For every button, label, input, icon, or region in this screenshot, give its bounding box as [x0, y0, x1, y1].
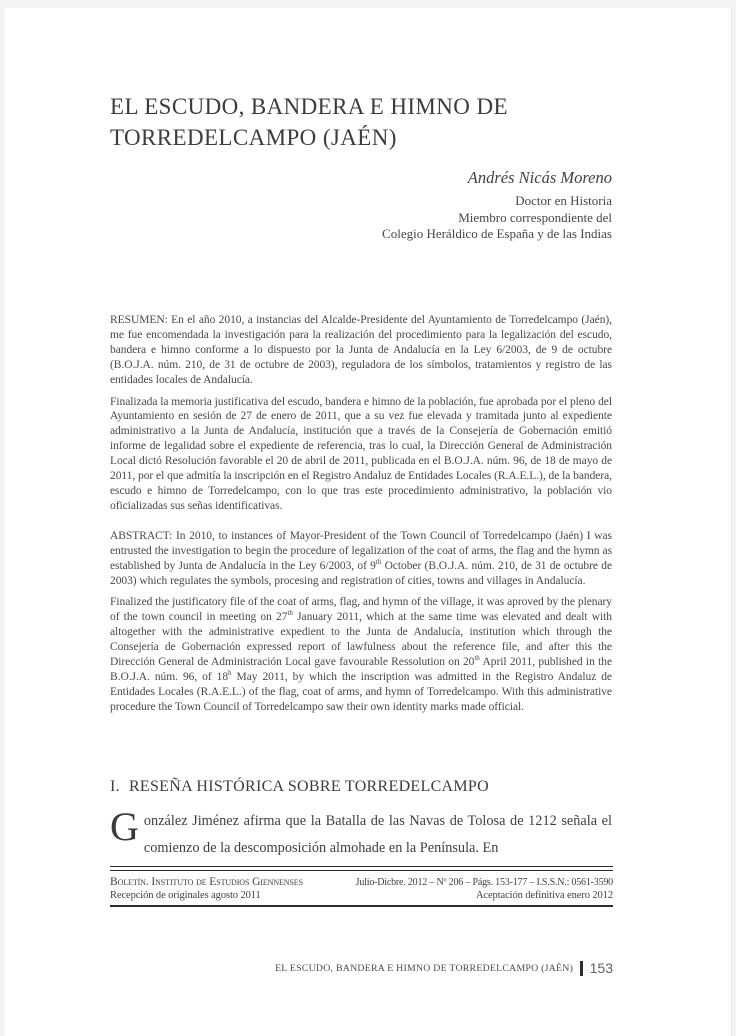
author-credential: Miembro correspondiente del	[458, 209, 612, 225]
journal-footer	[110, 866, 613, 907]
section-number: I.	[110, 778, 120, 795]
double-rule	[110, 866, 613, 871]
journal-info-line	[110, 876, 613, 888]
running-title: EL ESCUDO, BANDERA E HIMNO DE TORREDELCAMPO (JAÉN)	[275, 962, 574, 974]
article-title	[110, 92, 620, 153]
intro-paragraph	[110, 808, 612, 864]
reception-date: Recepción de originales agosto 2011	[110, 889, 261, 901]
resumen-paragraph-2: Finalizada la memoria justificativa del escudo, bandera e himno de la población, fue aprobada por el pleno del Ayuntamiento en sesión de 27 de enero de 2011, que a su vez fue elevada y tramitada junto al expediente administrativo a la Junta de Andalucía, institución que a través de la Consejería de Gobernación emitió informe de legalidad sobre el expediente de referencia, tras lo cual, la Dirección General de Administración Local dictó Resolución favorable el 20 de abril de 2011, publicada en el B.O.J.A. núm. 96, de 18 de mayo de 2011, por el que admitía la inscripción en el Registro Andaluz de Entidades Locales (R.A.E.L.), de la bandera, escudo e himno de Torredelcampo, con lo que tras este procedimiento administrativo, la población vio oficializadas sus señas identificativas.	[110, 395, 612, 512]
section-title: RESEÑA HISTÓRICA SOBRE TORREDELCAMPO	[128, 778, 489, 795]
acceptance-date: Aceptación definitiva enero 2012	[475, 889, 613, 901]
article-title-line-1: EL ESCUDO, BANDERA E HIMNO DE	[110, 94, 508, 119]
page-number: 153	[589, 960, 613, 976]
author-credential: Colegio Heráldico de España y de las Indias	[382, 226, 612, 241]
journal-name: Boletín. Instituto de Estudios Giennenses	[110, 875, 303, 888]
page-footer	[110, 960, 613, 976]
abstract-paragraph-1: ABSTRACT: In 2010, to instances of Mayor-President of the Town Council of Torredelcampo (Jaén) I was entrusted the investigation to begin the procedure of legalization of the coat of arms, the flag and the hymn as established by Junta de Andalucía in the Ley 6/2003, of 9th October (B.O.J.A. núm. 210, de 31 de octubre de 2003) which regulates the symbols, procesing and registration of cities, towns and villages in Andalucía.	[110, 529, 612, 587]
footer-divider-bar	[580, 961, 583, 976]
abstracts	[110, 313, 612, 722]
journal-issue-info: Julio-Dicbre. 2012 – Nº 206 – Págs. 153-177 – I.S.S.N.: 0561-3590	[355, 876, 613, 888]
section-heading	[110, 778, 620, 796]
bottom-rule	[110, 905, 613, 907]
article-title-line-2: TORREDELCAMPO (JAÉN)	[110, 124, 397, 150]
author-credential: Doctor en Historia	[515, 193, 612, 208]
intro-text: onzález Jiménez afirma que la Batalla de las Navas de Tolosa de 1212 señala el comienzo de la descomposición almohade en la Península. En	[143, 813, 612, 856]
abstract-paragraph-2: Finalized the justificatory file of the coat of arms, flag, and hymn of the village, it was aproved by the plenary of the town council in meeting on 27th January 2011, which at the same time was elevated and dealt with altogether with the administrative expedient to the Junta de Andalucía, institution which through the Consejería de Gobernación expressed report of lawfulness about the reference file, and after this the Dirección General de Administración Local gave favourable Ressolution on 20th April 2011, published in the B.O.J.A. núm. 96, of 18$^h$ May 2011, by which the inscription was admitted in the Registro Andaluz de Entidades Locales (R.A.E.L.) of the flag, coat of arms, and hymn of Torredelcampo. With this administrative procedure the Town Council of Torredelcampo saw their own identity marks made official.	[110, 596, 612, 713]
author-block	[110, 168, 612, 243]
drop-cap: G	[110, 808, 139, 849]
resumen-paragraph-1: RESUMEN: En el año 2010, a instancias del Alcalde-Presidente del Ayuntamiento de Torredelcampo (Jaén), me fue encomendada la investigación para la realización del procedimiento para la legalización del escudo, bandera e himno conforme a lo dispuesto por la Junta de Andalucía en la Ley 6/2003, de 9 de octubre (B.O.J.A. núm. 210, de 31 de octubre de 2003), reguladora de los símbolos, tratamientos y registro de las entidades locales de Andalucía.	[110, 314, 612, 386]
journal-dates-line	[110, 890, 613, 901]
author-name: Andrés Nicás Moreno	[467, 168, 612, 187]
document-page	[5, 8, 732, 1036]
